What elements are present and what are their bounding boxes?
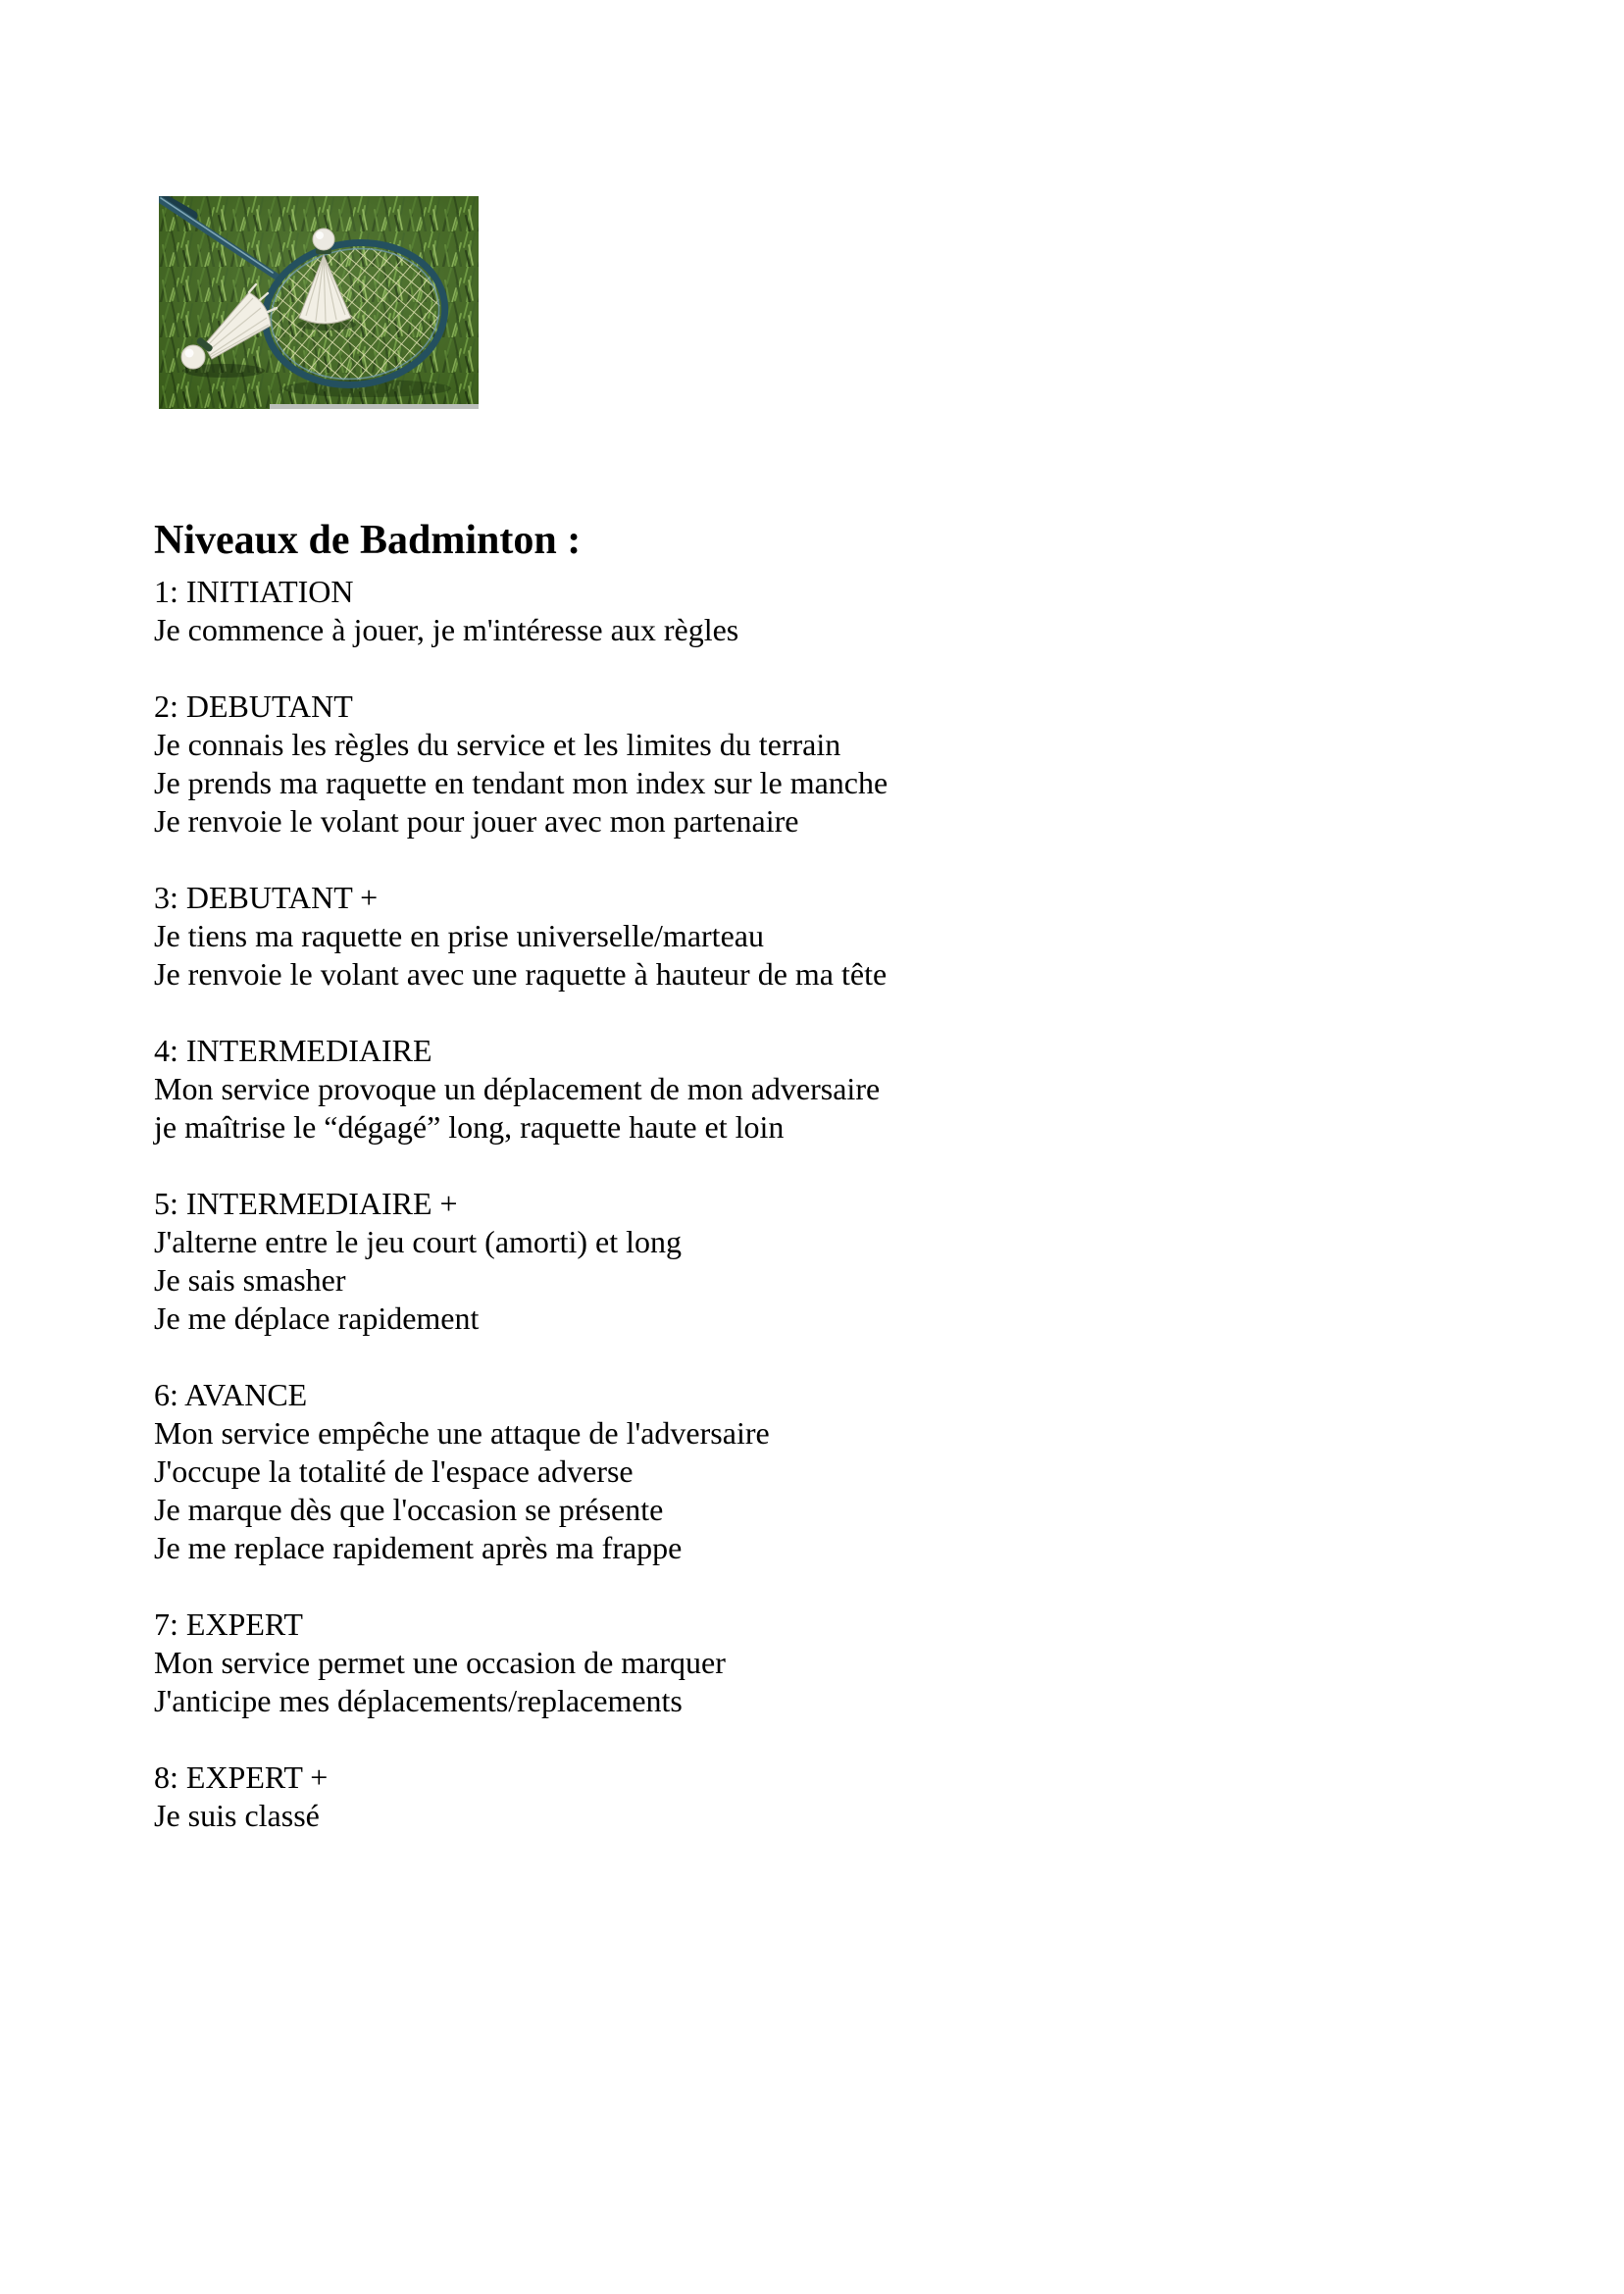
level-section-2 <box>154 688 1370 841</box>
level-section-3 <box>154 879 1370 994</box>
level-section-5 <box>154 1185 1370 1338</box>
level-line: Je marque dès que l'occasion se présente <box>154 1492 664 1527</box>
level-line: J'alterne entre le jeu court (amorti) et long <box>154 1224 682 1259</box>
level-line: J'anticipe mes déplacements/replacements <box>154 1683 683 1718</box>
level-heading: 2: DEBUTANT <box>154 688 353 724</box>
level-line: Je sais smasher <box>154 1262 346 1298</box>
level-line: Je renvoie le volant pour jouer avec mon partenaire <box>154 803 799 839</box>
level-heading: 7: EXPERT <box>154 1606 303 1642</box>
level-heading: 4: INTERMEDIAIRE <box>154 1033 432 1068</box>
level-line: Je renvoie le volant avec une raquette à hauteur de ma tête <box>154 956 888 992</box>
level-line: Mon service provoque un déplacement de mon adversaire <box>154 1071 881 1106</box>
level-line: Je commence à jouer, je m'intéresse aux règles <box>154 612 739 647</box>
level-line: Je me replace rapidement après ma frappe <box>154 1530 683 1565</box>
level-line: Je prends ma raquette en tendant mon index sur le manche <box>154 765 888 800</box>
level-section-4 <box>154 1032 1370 1147</box>
level-heading: 8: EXPERT + <box>154 1759 329 1795</box>
level-line: Mon service empêche une attaque de l'adversaire <box>154 1415 770 1451</box>
level-heading: 5: INTERMEDIAIRE + <box>154 1186 458 1221</box>
level-heading: 6: AVANCE <box>154 1377 308 1412</box>
badminton-photo <box>159 196 479 409</box>
badminton-photo-graphic <box>159 196 479 409</box>
level-line: Je connais les règles du service et les limites du terrain <box>154 727 841 762</box>
level-section-7 <box>154 1606 1370 1720</box>
level-section-1 <box>154 573 1370 649</box>
levels-list <box>154 573 1370 1873</box>
level-line: Je me déplace rapidement <box>154 1300 480 1336</box>
level-line: J'occupe la totalité de l'espace adverse <box>154 1453 634 1489</box>
level-line: je maîtrise le “dégagé” long, raquette haute et loin <box>154 1109 785 1145</box>
photo-bottom-strip <box>270 404 479 409</box>
level-line: Je suis classé <box>154 1798 320 1833</box>
level-section-6 <box>154 1376 1370 1567</box>
page-title: Niveaux de Badminton : <box>154 518 582 564</box>
level-heading: 1: INITIATION <box>154 574 354 609</box>
level-section-8 <box>154 1759 1370 1835</box>
level-heading: 3: DEBUTANT + <box>154 880 379 915</box>
level-line: Je tiens ma raquette en prise universelle/marteau <box>154 918 764 953</box>
level-line: Mon service permet une occasion de marquer <box>154 1645 726 1680</box>
